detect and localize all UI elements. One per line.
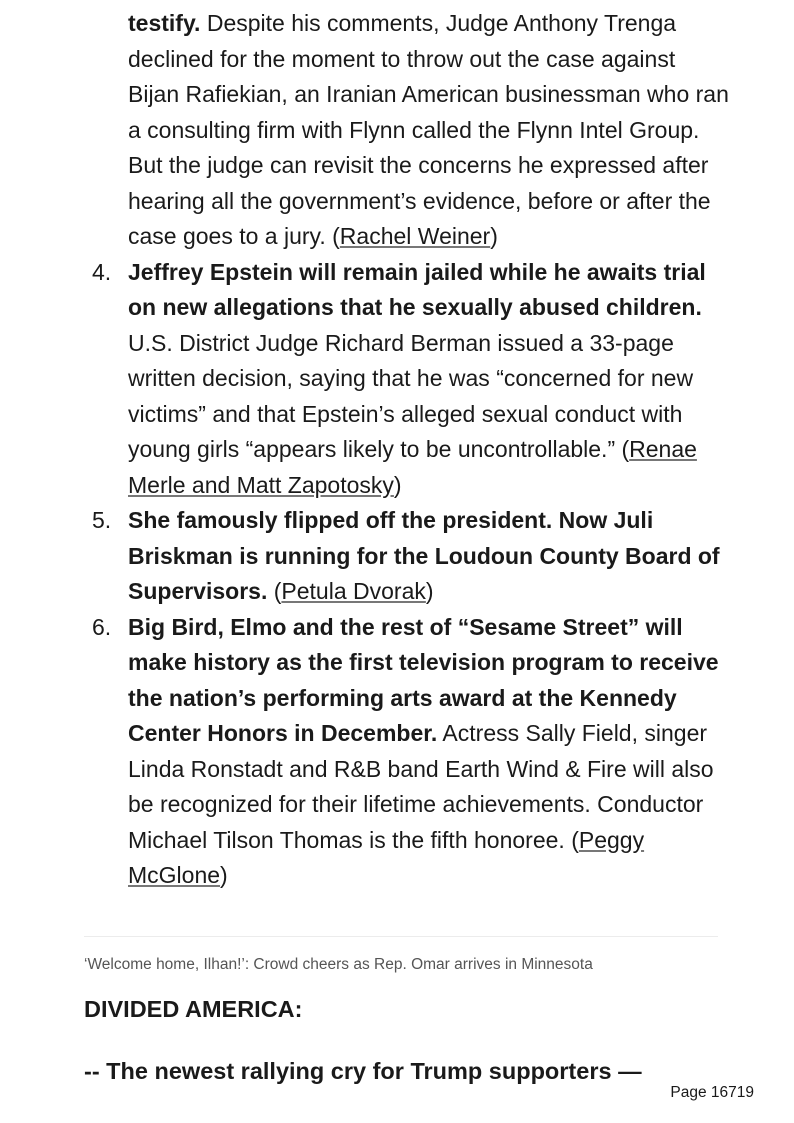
- video-caption[interactable]: ‘Welcome home, Ilhan!’: Crowd cheers as Rep. Omar arrives in Minnesota: [84, 956, 593, 973]
- item-headline: Jeffrey Epstein will remain jailed while he awaits trial on new allegations that he sexually abused children.: [128, 258, 706, 320]
- item-body: (: [267, 578, 282, 604]
- item-number: 5.: [92, 507, 112, 533]
- item-body: U.S. District Judge Richard Berman issued a 33-page written decision, saying that he was “concerned for new victims” and that Epstein’s alleged sexual conduct with young girls “appears likely to be uncontrollable.” (: [128, 329, 694, 462]
- item-headline: testify.: [128, 10, 201, 36]
- item-body: Despite his comments, Judge Anthony Trenga declined for the moment to throw out the case against Bijan Rafiekian, an Iranian American businessman who ran a consulting firm with Flynn called the Flynn Intel Group. But the judge can revisit the concerns he expressed after hearing all the government’s evidence, before or after the case goes to a jury. (: [128, 10, 729, 249]
- section-heading: DIVIDED AMERICA:: [84, 996, 303, 1022]
- list-item: [82, 255, 732, 504]
- section-divider: [84, 936, 718, 937]
- author-link[interactable]: Peggy McGlone: [128, 826, 645, 888]
- list-item: [82, 503, 732, 610]
- list-item: [82, 6, 732, 255]
- item-headline: She famously flipped off the president. Now Juli Briskman is running for the Loudoun County Board of Supervisors.: [128, 507, 720, 604]
- item-tail: ): [490, 223, 498, 249]
- author-link[interactable]: Renae Merle and Matt Zapotosky: [128, 436, 697, 498]
- item-tail: ): [220, 862, 228, 888]
- author-link[interactable]: Petula Dvorak: [281, 578, 426, 604]
- item-body: Actress Sally Field, singer Linda Ronstadt and R&B band Earth Wind & Fire will also be recognized for their lifetime achievements. Conductor Michael Tilson Thomas is the fifth honoree. (: [128, 720, 714, 853]
- news-list: [82, 6, 732, 894]
- page-number: Page 16719: [670, 1084, 754, 1101]
- item-headline: Big Bird, Elmo and the rest of “Sesame Street” will make history as the first television program to receive the nation’s performing arts award at the Kennedy Center Honors in December.: [128, 613, 719, 746]
- subheading: -- The newest rallying cry for Trump supporters —: [84, 1058, 642, 1084]
- author-link[interactable]: Rachel Weiner: [339, 223, 491, 249]
- list-item: [82, 610, 732, 894]
- item-number: 6.: [92, 613, 112, 640]
- item-tail: ): [393, 471, 402, 498]
- item-tail: ): [425, 578, 434, 604]
- item-number: 4.: [92, 258, 112, 285]
